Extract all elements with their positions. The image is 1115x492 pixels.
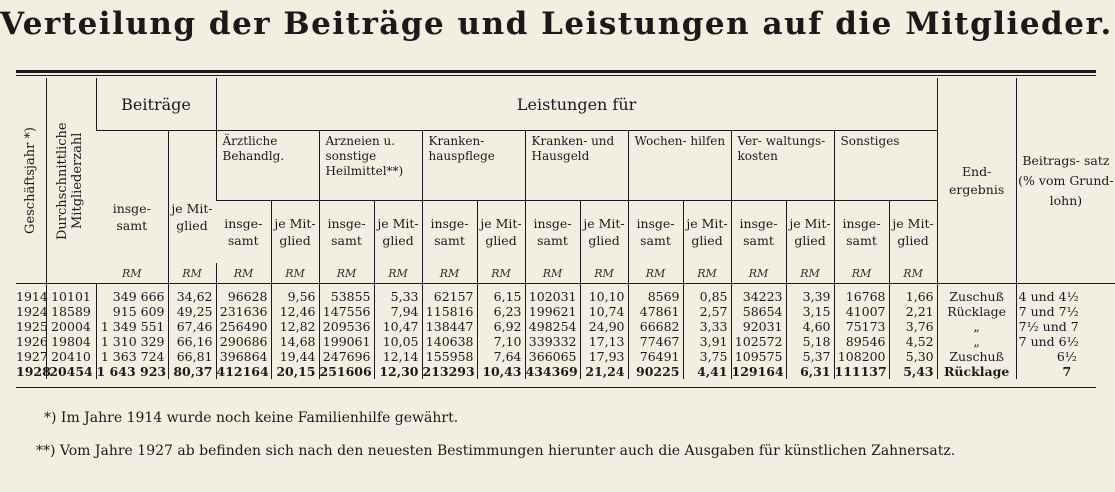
- cell-members: 20004: [46, 319, 96, 334]
- cell-value: 5,30: [889, 349, 937, 364]
- arzneien-header: Arzneien u. sonstige Heilmittel**): [319, 131, 422, 201]
- total-header: insge- samt: [422, 201, 477, 264]
- cell-value: 41007: [834, 304, 889, 319]
- verwaltung-header: Ver- waltungs- kosten: [731, 131, 834, 201]
- cell-value: 349 666: [96, 284, 168, 305]
- cell-value: 4,52: [889, 334, 937, 349]
- krankengeld-header: Kranken- und Hausgeld: [525, 131, 628, 201]
- page-title: Verteilung der Beiträge und Leistungen auf die Mitglieder.: [0, 6, 1113, 42]
- cell-value: 6,15: [477, 284, 525, 305]
- table-row: [16, 334, 1115, 349]
- benefits-header: Leistungen für: [216, 78, 937, 131]
- unit-label: RM: [834, 263, 889, 284]
- cell-result: Rücklage: [937, 304, 1016, 319]
- top-rule-thin: [16, 75, 1096, 76]
- cell-value: 155958: [422, 349, 477, 364]
- cell-value: 3,91: [683, 334, 731, 349]
- per-member-header: je Mit- glied: [889, 201, 937, 264]
- cell-value: 19,44: [271, 349, 319, 364]
- cell-value: 109575: [731, 349, 786, 364]
- cell-value: 4,60: [786, 319, 834, 334]
- per-member-header: je Mit- glied: [477, 201, 525, 264]
- cell-value: 12,14: [374, 349, 422, 364]
- unit-label: RM: [889, 263, 937, 284]
- cell-year: 1927: [16, 349, 48, 364]
- cell-value: 434369: [525, 364, 580, 379]
- cell-members: 20454: [46, 364, 96, 379]
- cell-rate: 6½: [1016, 349, 1115, 364]
- cell-value: 915 609: [96, 304, 168, 319]
- cell-value: 66,81: [168, 349, 216, 364]
- unit-label: RM: [319, 263, 374, 284]
- cell-result: „: [937, 319, 1016, 334]
- cell-rate: 4 und 4½: [1016, 284, 1115, 305]
- cell-value: 396864: [216, 349, 271, 364]
- cell-result: Zuschuß: [937, 349, 1016, 364]
- cell-value: 108200: [834, 349, 889, 364]
- cell-value: 89546: [834, 334, 889, 349]
- cell-value: 1 363 724: [96, 349, 168, 364]
- cell-members: 20410: [46, 349, 96, 364]
- cell-year: 1914: [16, 289, 48, 304]
- cell-value: 92031: [731, 319, 786, 334]
- cell-result: Rücklage: [937, 364, 1016, 379]
- cell-rate: 7 und 6½: [1016, 334, 1115, 349]
- unit-label: RM: [683, 263, 731, 284]
- cell-value: 138447: [422, 319, 477, 334]
- table-row: [16, 349, 1115, 364]
- cell-year: 1925: [16, 319, 48, 334]
- unit-label: RM: [628, 263, 683, 284]
- cell-rate: 7: [1016, 364, 1115, 379]
- total-header: insge- samt: [319, 201, 374, 264]
- cell-value: 247696: [319, 349, 374, 364]
- cell-rate: 7 und 7½: [1016, 304, 1115, 319]
- cell-value: 66,16: [168, 334, 216, 349]
- cell-value: 4,41: [683, 364, 731, 379]
- contrib-per-member-header: je Mit- glied: [168, 131, 216, 264]
- cell-value: 34223: [731, 284, 786, 305]
- cell-value: 12,46: [271, 304, 319, 319]
- contributions-benefits-table: [16, 78, 1115, 379]
- bottom-rule: [16, 387, 1096, 388]
- total-header: insge- samt: [731, 201, 786, 264]
- cell-value: 2,57: [683, 304, 731, 319]
- cell-value: 24,90: [580, 319, 628, 334]
- cell-year: 1926: [16, 334, 48, 349]
- cell-value: 58654: [731, 304, 786, 319]
- cell-value: 8569: [628, 284, 683, 305]
- cell-value: 251606: [319, 364, 374, 379]
- cell-value: 96628: [216, 284, 271, 305]
- cell-result: „: [937, 334, 1016, 349]
- cell-value: 339332: [525, 334, 580, 349]
- unit-label: RM: [525, 263, 580, 284]
- cell-result: Zuschuß: [937, 284, 1016, 305]
- sonstiges-header: Sonstiges: [834, 131, 937, 201]
- cell-value: 5,33: [374, 284, 422, 305]
- cell-value: 2,21: [889, 304, 937, 319]
- wochenhilfen-header: Wochen- hilfen: [628, 131, 731, 201]
- cell-value: 3,33: [683, 319, 731, 334]
- cell-value: 6,23: [477, 304, 525, 319]
- cell-value: 7,10: [477, 334, 525, 349]
- cell-value: 20,15: [271, 364, 319, 379]
- members-header: Durchschnittliche Mitgliederzahl: [46, 78, 96, 284]
- unit-label: RM: [271, 263, 319, 284]
- cell-value: 199061: [319, 334, 374, 349]
- unit-label: RM: [477, 263, 525, 284]
- per-member-header: je Mit- glied: [580, 201, 628, 264]
- cell-value: 366065: [525, 349, 580, 364]
- cell-value: 75173: [834, 319, 889, 334]
- cell-value: 14,68: [271, 334, 319, 349]
- cell-value: 256490: [216, 319, 271, 334]
- cell-value: 47861: [628, 304, 683, 319]
- cell-value: 213293: [422, 364, 477, 379]
- contrib-total-header: insge- samt: [112, 201, 151, 233]
- cell-value: 129164: [731, 364, 786, 379]
- table-row: [16, 284, 1115, 305]
- cell-value: 3,75: [683, 349, 731, 364]
- cell-value: 209536: [319, 319, 374, 334]
- cell-value: 147556: [319, 304, 374, 319]
- cell-value: 49,25: [168, 304, 216, 319]
- cell-value: 231636: [216, 304, 271, 319]
- unit-label: RM: [374, 263, 422, 284]
- cell-value: 111137: [834, 364, 889, 379]
- cell-value: 199621: [525, 304, 580, 319]
- year-header: Geschäftsjahr *): [16, 78, 46, 284]
- cell-value: 498254: [525, 319, 580, 334]
- table-row: [16, 319, 1115, 334]
- cell-value: 140638: [422, 334, 477, 349]
- per-member-header: je Mit- glied: [271, 201, 319, 264]
- cell-value: 7,94: [374, 304, 422, 319]
- per-member-header: je Mit- glied: [374, 201, 422, 264]
- cell-value: 1 643 923: [96, 364, 167, 379]
- cell-value: 21,24: [580, 364, 628, 379]
- cell-value: 1 349 551: [96, 319, 168, 334]
- cell-value: 5,18: [786, 334, 834, 349]
- unit-label: RM: [422, 263, 477, 284]
- cell-value: 17,93: [580, 349, 628, 364]
- cell-value: 3,15: [786, 304, 834, 319]
- cell-value: 12,82: [271, 319, 319, 334]
- cell-value: 34,62: [168, 284, 216, 305]
- cell-value: 10,47: [374, 319, 422, 334]
- total-header: insge- samt: [628, 201, 683, 264]
- cell-value: 67,46: [168, 319, 216, 334]
- cell-value: 10,74: [580, 304, 628, 319]
- cell-value: 16768: [834, 284, 889, 305]
- rate-header: Beitrags- satz (% vom Grund- lohn): [1016, 78, 1115, 284]
- per-member-header: je Mit- glied: [786, 201, 834, 264]
- cell-rate: 7½ und 7: [1016, 319, 1115, 334]
- cell-value: 7,64: [477, 349, 525, 364]
- cell-value: 1,66: [889, 284, 937, 305]
- unit-label: RM: [580, 263, 628, 284]
- cell-value: 80,37: [168, 364, 216, 379]
- cell-members: 10101: [46, 284, 96, 305]
- result-header: End- ergebnis: [937, 78, 1016, 284]
- top-rule: [16, 70, 1096, 73]
- cell-value: 76491: [628, 349, 683, 364]
- cell-value: 62157: [422, 284, 477, 305]
- cell-value: 102031: [525, 284, 580, 305]
- cell-value: 10,10: [580, 284, 628, 305]
- cell-value: 290686: [216, 334, 271, 349]
- cell-value: 90225: [628, 364, 683, 379]
- footnote-2: **) Vom Jahre 1927 ab befinden sich nach den neuesten Bestimmungen hierunter auch die Ausgaben für künstlichen Zahnersatz.: [36, 443, 956, 459]
- cell-value: 1 310 329: [96, 334, 168, 349]
- cell-value: 17,13: [580, 334, 628, 349]
- cell-value: 102572: [731, 334, 786, 349]
- cell-value: 10,43: [477, 364, 525, 379]
- cell-value: 6,31: [786, 364, 834, 379]
- unit-label: RM: [786, 263, 834, 284]
- cell-value: 66682: [628, 319, 683, 334]
- aerztliche-header: Ärztliche Behandlg.: [216, 131, 319, 201]
- cell-value: 9,56: [271, 284, 319, 305]
- unit-label: RM: [168, 263, 216, 284]
- per-member-header: je Mit- glied: [683, 201, 731, 264]
- total-header: insge- samt: [525, 201, 580, 264]
- contributions-header: Beiträge: [96, 78, 216, 131]
- cell-members: 19804: [46, 334, 96, 349]
- cell-value: 3,39: [786, 284, 834, 305]
- cell-year: 1924: [16, 304, 48, 319]
- table-row: [16, 364, 1115, 379]
- cell-members: 18589: [46, 304, 96, 319]
- unit-label: RM: [731, 263, 786, 284]
- cell-value: 5,37: [786, 349, 834, 364]
- cell-value: 6,92: [477, 319, 525, 334]
- total-header: insge- samt: [224, 216, 263, 248]
- cell-year: 1928: [16, 364, 51, 379]
- unit-label: RM: [216, 263, 271, 284]
- cell-value: 115816: [422, 304, 477, 319]
- cell-value: 412164: [216, 364, 271, 379]
- cell-value: 53855: [319, 284, 374, 305]
- cell-value: 12,30: [374, 364, 422, 379]
- cell-value: 10,05: [374, 334, 422, 349]
- unit-label: RM: [96, 263, 168, 284]
- footnote-1: *) Im Jahre 1914 wurde noch keine Familienhilfe gewährt.: [44, 410, 459, 426]
- table-row: [16, 304, 1115, 319]
- krankenhauspflege-header: Kranken- hauspflege: [422, 131, 525, 201]
- cell-value: 5,43: [889, 364, 937, 379]
- cell-value: 0,85: [683, 284, 731, 305]
- cell-value: 3,76: [889, 319, 937, 334]
- total-header: insge- samt: [834, 201, 889, 264]
- cell-value: 77467: [628, 334, 683, 349]
